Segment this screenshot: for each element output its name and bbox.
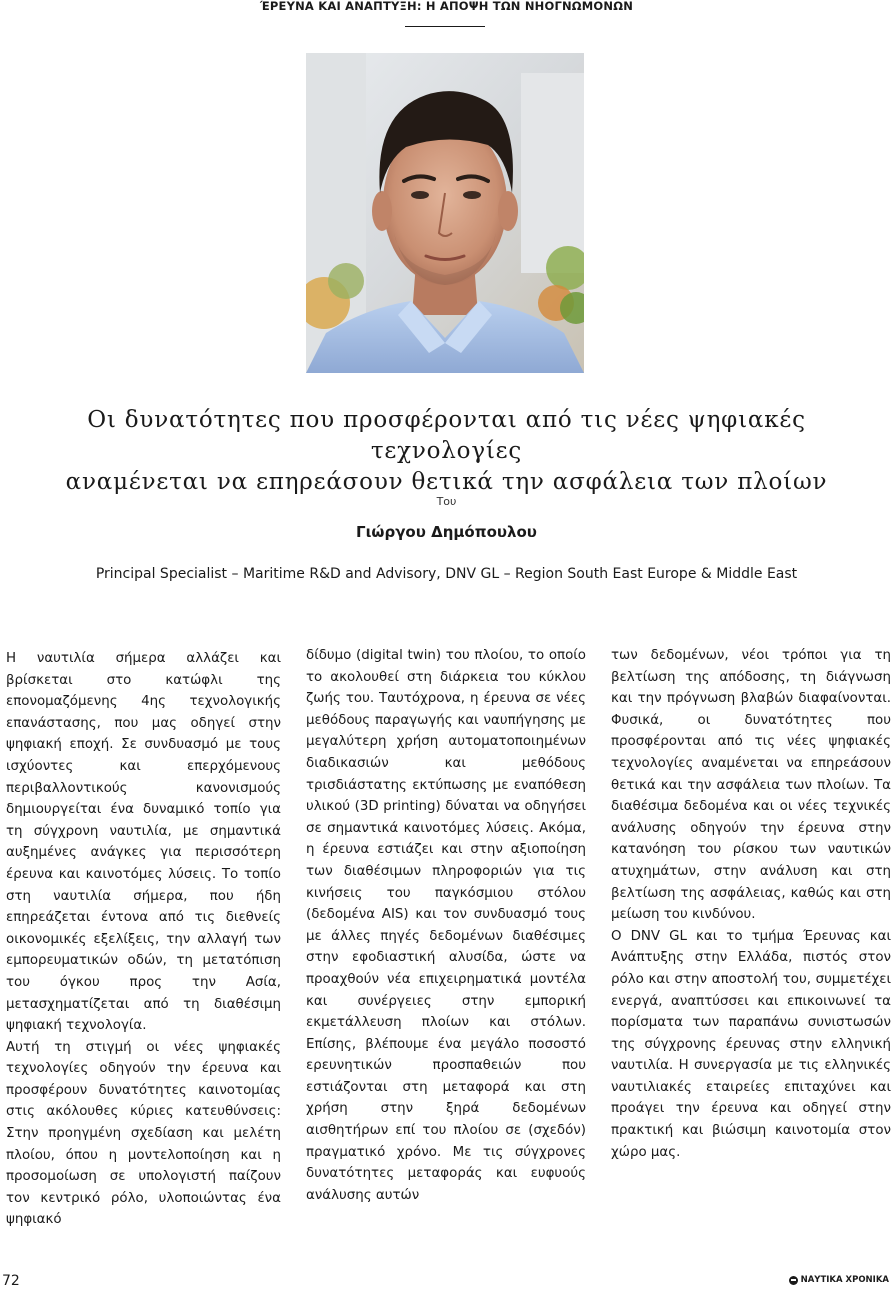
paragraph: Η ναυτιλία σήμερα αλλάζει και βρίσκεται στο κατώφλι της επονομαζόμενης 4ης τεχνολογικής επανάστασης, που μας οδηγεί στην ψηφιακή εποχή. Σε συνδυασμό με τους ισχύοντες και επερχόμενους περιβαλλοντικούς κανονισμούς δημιουργείται ένα δυναμικό τοπίο για τη σύγχρονη ναυτιλία, με σημαντικά αυξημένες ανάγκες για περισσότερη έρευνα και καινοτόμες λύσεις. Το τοπίο στη ναυτιλία σήμερα, που ήδη επηρεάζεται έντονα από τις διεθνείς οικονομικές εξελίξεις, την αλλαγή των εμπορευματικών οδών, τη μετατόπιση του όγκου προς την Ασία, μετασχηματίζεται από τη διαθέσιμη ψηφιακή τεχνολογία. [6,651,281,1034]
paragraph: Αυτή τη στιγμή οι νέες ψηφιακές τεχνολογίες οδηγούν την έρευνα και προσφέρουν δυνατότητες καινοτομίας στις ακόλουθες κύριες κατευθύνσεις: Στην προηγμένη σχεδίαση και μελέτη πλοίου, όπου η μοντελοποίηση και η προσομοίωση σε υπολογιστή παίζουν τον κεντρικό ρόλο, υλοποιώντας ένα ψηφιακό [6,1039,281,1228]
paragraph: των δεδομένων, νέοι τρόποι για τη βελτίωση της απόδοσης, τη διάγνωση και την πρόγνωση βλαβών διαφαίνονται. Φυσικά, οι δυνατότητες που προσφέρονται από τις νέες ψηφιακές τεχνολογίες αναμένεται να επηρεάσουν θετικά και την ασφάλεια των πλοίων. Τα διαθέσιμα δεδομένα και οι νέες τεχνικές ανάλυσης οδηγούν την έρευνα στην κατανόηση του ρίσκου των ναυτικών ατυχημάτων, στην ανάλυση και στη βελτίωση της ασφάλειας, καθώς και στη μείωση του κινδύνου. [611,648,891,923]
brand-label: ΝΑΥΤΙΚΑ ΧΡΟΝΙΚΑ [800,1275,889,1285]
article-title [20,405,873,498]
author-portrait [306,53,584,373]
article-title-line-2: αναμένεται να επηρεάσουν θετικά την ασφάλεια των πλοίων [65,469,828,495]
byline-prefix: Του [436,495,457,508]
text-column-2 [306,645,586,1206]
author-name: Γιώργου Δημόπουλου [356,523,537,541]
header-divider [405,26,485,27]
paragraph: δίδυμο (digital twin) του πλοίου, το οποίο το ακολουθεί στη διάρκεια του κύκλου ζωής του. Ταυτόχρονα, η έρευνα σε νέες μεθόδους παραγωγής και ναυπήγησης με μεγαλύτερη χρήση αυτοματοποιημένων διαδικασιών και μεθόδους τρισδιάστατης εκτύπωσης με εναπόθεση υλικού (3D printing) δύναται να οδηγήσει σε σημαντικά καινοτόμες λύσεις. Ακόμα, η έρευνα εστιάζει και στην αξιοποίηση των διαθέσιμων πληροφοριών για τις κινήσεις του παγκόσμιου στόλου (δεδομένα AIS) και τον συνδυασμό τους με άλλες πηγές δεδομένων διαθέσιμες στην εφοδιαστική αλυσίδα, ώστε να προαχθούν νέα επιχειρηματικά μοντέλα και συνέργειες στην εμπορική εκμετάλλευση πλοίων και στόλων. Επίσης, βλέπουμε ένα μεγάλο ποσοστό ερευνητικών προσπαθειών που εστιάζονται στη μεταφορά και στη χρήση στην ξηρά δεδομένων αισθητήρων επί του πλοίου σε (σχεδόν) πραγματικό χρόνο. Με τις σύγχρονες δυνατότητες μεταφοράς και ευφυούς ανάλυσης αυτών [306,648,586,1203]
publication-brand [789,1275,889,1285]
author-role: Principal Specialist – Maritime R&D and Advisory, DNV GL – Region South East Europe & Middle East [95,566,798,582]
paragraph: Ο DNV GL και το τμήμα Έρευνας και Ανάπτυξης στην Ελλάδα, πιστός στον ρόλο και στην αποστολή του, συμμετέχει ενεργά, αναπτύσσει και επικοινωνεί τα πορίσματα των παραπάνω συνιστωσών της σύγχρονης έρευνας στην ελληνική ναυτιλία. Η συνεργασία με τις ελληνικές ναυτιλιακές εταιρείες επιταχύνει και προάγει την έρευνα και οδηγεί στην πρακτική και βιώσιμη καινοτομία στον χώρο μας. [611,928,891,1160]
text-column-3 [611,645,891,1163]
brand-logo-icon [789,1276,798,1285]
text-column-1 [6,648,281,1231]
section-header: ΈΡΕΥΝΑ ΚΑΙ ΑΝΑΠΤΥΞΗ: Η ΑΠΟΨΗ ΤΩΝ ΝΗΟΓΝΩΜΟΝΩΝ [259,0,634,13]
page-number: 72 [2,1273,20,1289]
article-title-line-1: Οι δυνατότητες που προσφέρονται από τις νέες ψηφιακές τεχνολογίες [87,407,806,464]
